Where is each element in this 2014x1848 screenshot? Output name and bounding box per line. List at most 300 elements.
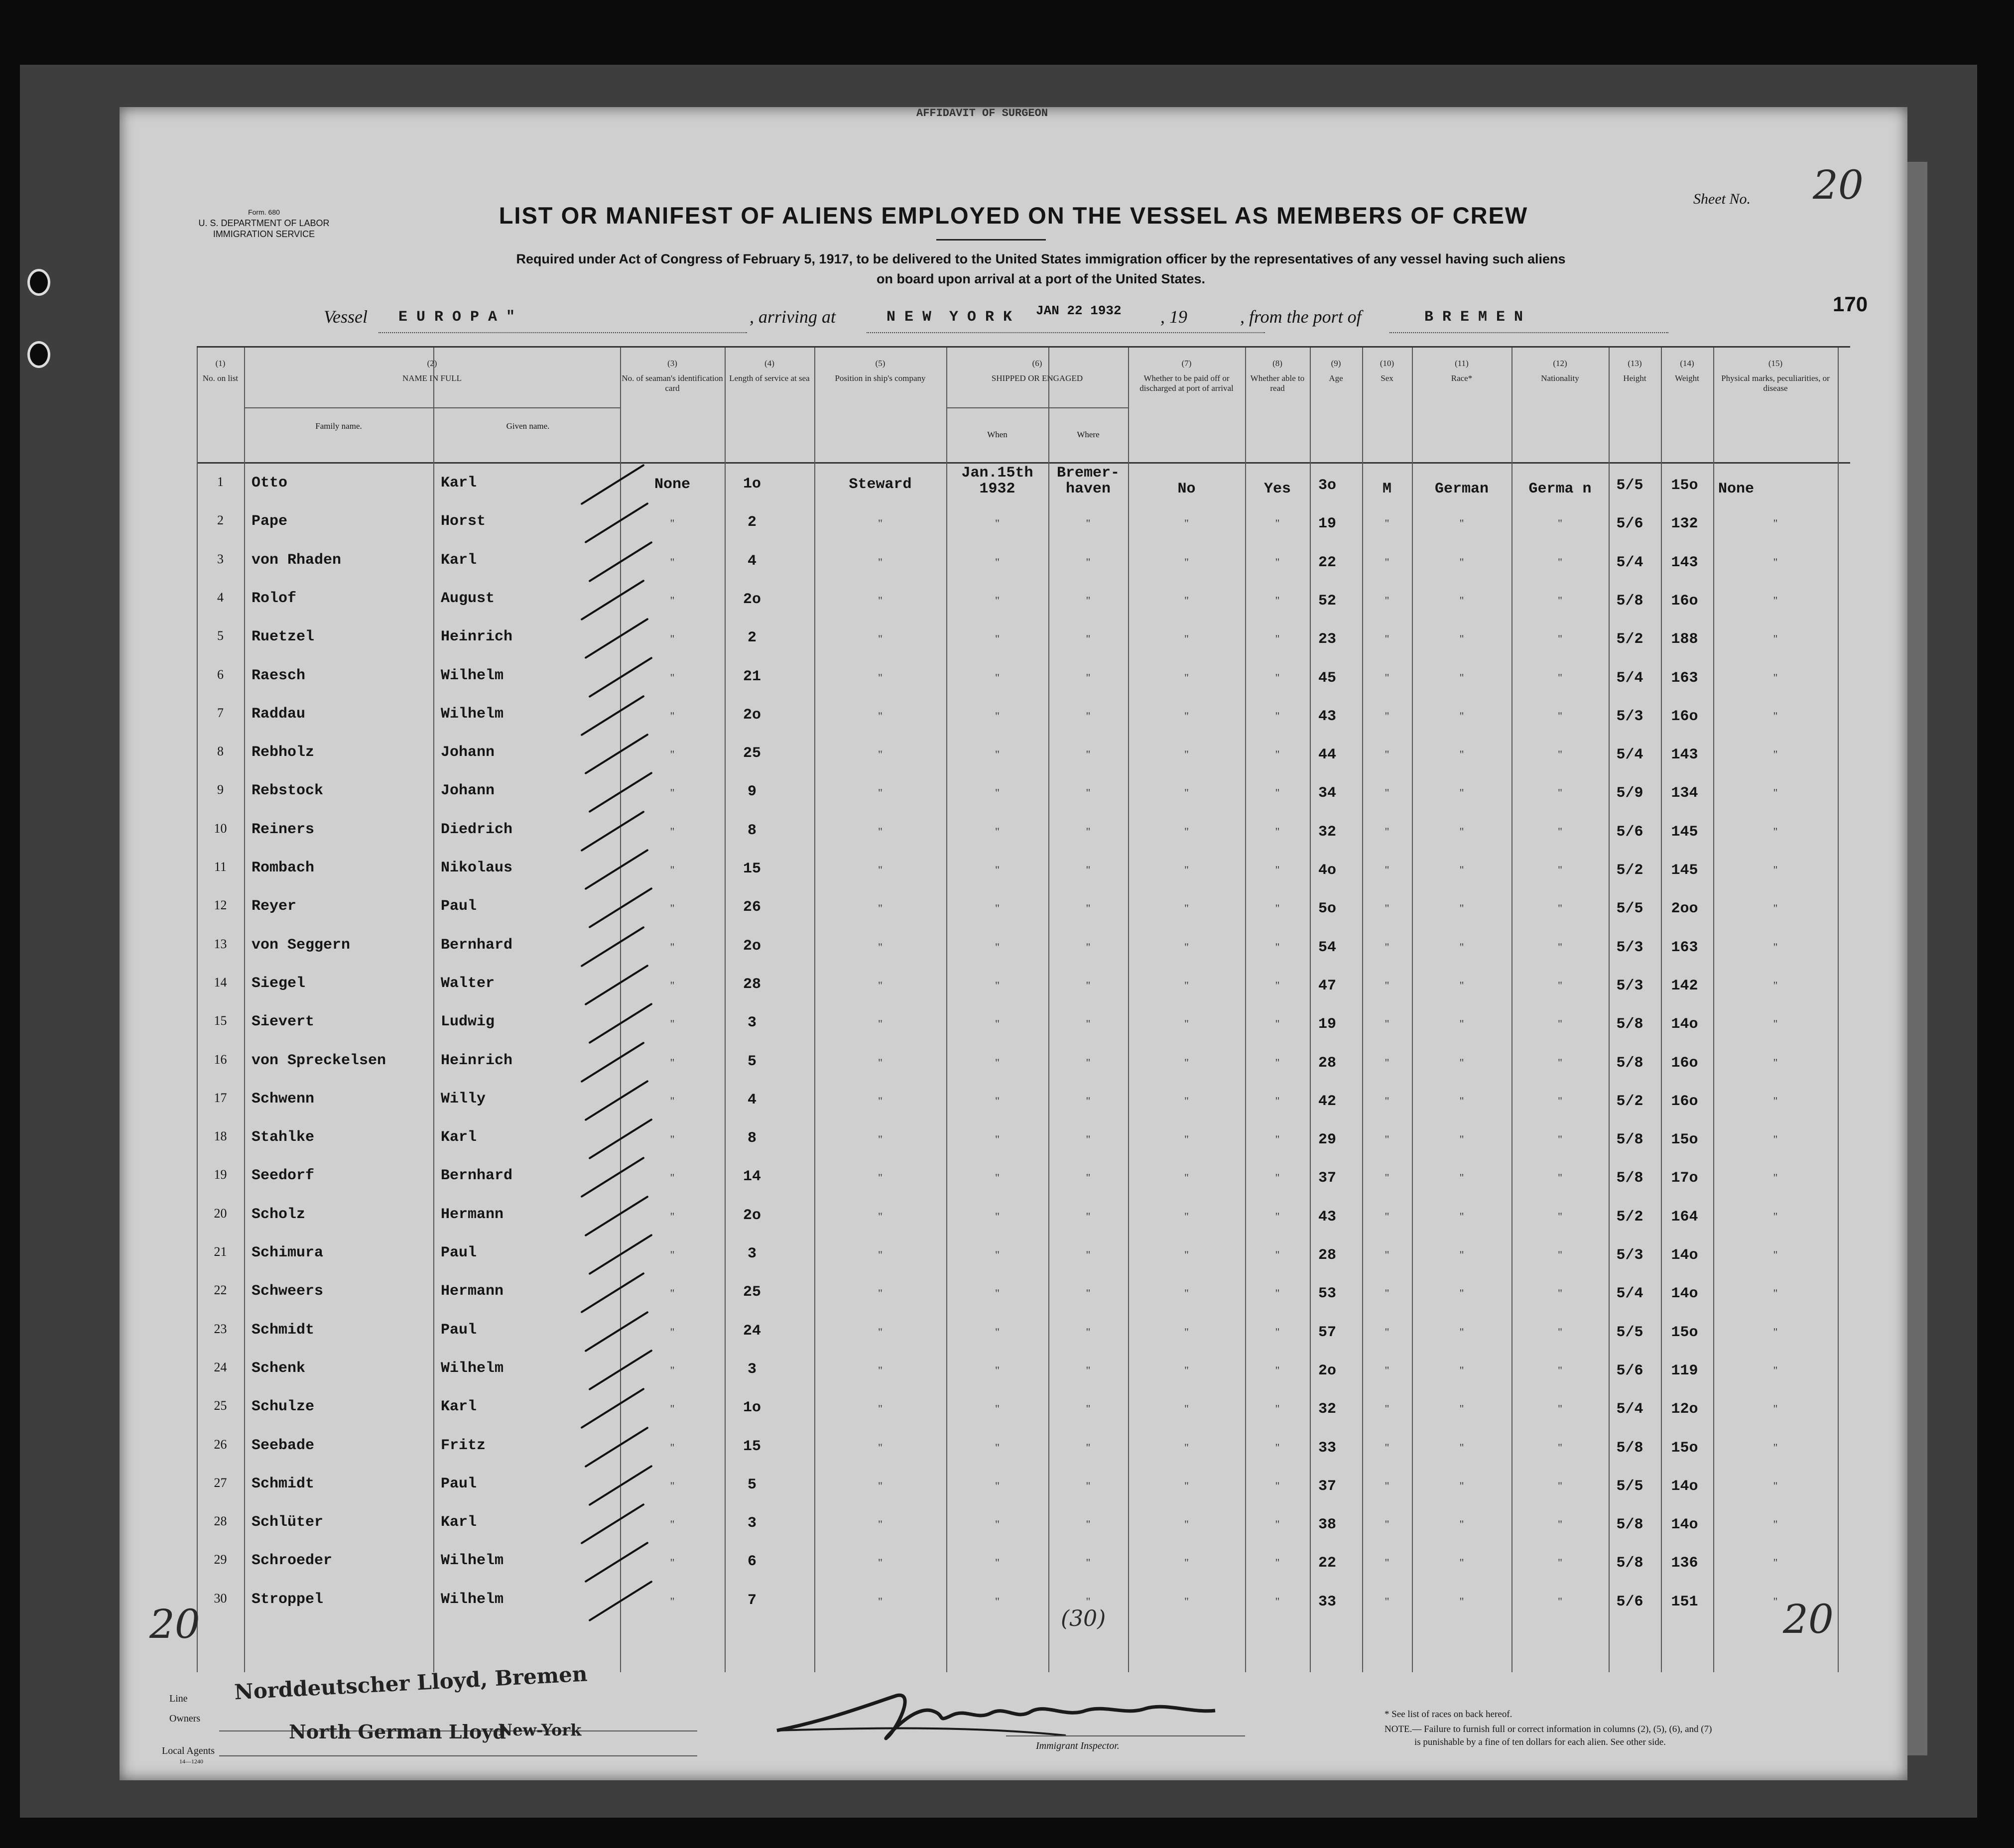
given-name: Walter bbox=[441, 975, 495, 992]
family-name: Seebade bbox=[252, 1437, 315, 1454]
age: 28 bbox=[1318, 1054, 1336, 1072]
inspector-rule bbox=[1006, 1735, 1245, 1736]
given-name: Diedrich bbox=[441, 821, 513, 838]
given-name: Wilhelm bbox=[441, 705, 504, 723]
family-name: Siegel bbox=[252, 975, 306, 992]
row-number: 18 bbox=[214, 1129, 227, 1144]
service-length: 4 bbox=[747, 1091, 756, 1109]
ditto-mark: " bbox=[1385, 1056, 1389, 1069]
col-header-paid-off: (7) Whether to be paid off or discharged at port of arrival bbox=[1139, 359, 1234, 393]
ditto-mark: " bbox=[1773, 709, 1778, 722]
ditto-mark: " bbox=[1184, 1556, 1189, 1569]
column-rule bbox=[620, 348, 621, 1672]
col-header-service: (4) Length of service at sea bbox=[729, 359, 810, 383]
service-length: 2o bbox=[743, 937, 761, 955]
row-number: 26 bbox=[214, 1437, 227, 1452]
weight: 14o bbox=[1671, 1247, 1698, 1264]
ditto-mark: " bbox=[1459, 1094, 1464, 1107]
ditto-mark: " bbox=[1385, 902, 1389, 915]
family-name: Reyer bbox=[252, 898, 297, 915]
given-name: Heinrich bbox=[441, 628, 513, 646]
ditto-mark: " bbox=[1385, 1363, 1389, 1376]
ditto-mark: " bbox=[1385, 1402, 1389, 1415]
agents-stamp: North German Lloyd bbox=[289, 1721, 506, 1743]
ditto-mark: " bbox=[995, 594, 1000, 607]
ditto-mark: " bbox=[1086, 825, 1091, 838]
physical-marks: None bbox=[1718, 481, 1755, 497]
line-label: Line bbox=[169, 1693, 188, 1704]
year-label: , 19 bbox=[1160, 307, 1187, 327]
ditto-mark: " bbox=[1275, 1287, 1280, 1300]
ditto-mark: " bbox=[878, 786, 882, 799]
ditto-mark: " bbox=[670, 1363, 675, 1376]
ditto-mark: " bbox=[1086, 594, 1091, 607]
row-number: 6 bbox=[217, 667, 224, 682]
family-name: Sievert bbox=[252, 1013, 315, 1031]
column-rule bbox=[433, 348, 434, 1672]
column-rule bbox=[1713, 348, 1714, 1672]
page-number: 170 bbox=[1833, 292, 1868, 316]
ditto-mark: " bbox=[1385, 825, 1389, 838]
ditto-mark: " bbox=[1275, 1518, 1280, 1531]
row-number: 4 bbox=[217, 590, 224, 605]
fine-note: NOTE.— Failure to furnish full or correct information in columns (2), (5), (6), and (7) bbox=[1385, 1724, 1712, 1734]
ditto-mark: " bbox=[878, 1094, 882, 1107]
age: 4o bbox=[1318, 862, 1336, 879]
age: 22 bbox=[1318, 554, 1336, 571]
ditto-mark: " bbox=[1385, 709, 1389, 722]
ditto-mark: " bbox=[1773, 1171, 1778, 1184]
family-name: Schwenn bbox=[252, 1090, 315, 1108]
ditto-mark: " bbox=[1558, 1094, 1562, 1107]
ditto-mark: " bbox=[1184, 1441, 1189, 1454]
department-name: U. S. DEPARTMENT OF LABOR bbox=[198, 218, 330, 228]
family-name: Seedorf bbox=[252, 1167, 315, 1185]
service-length: 3 bbox=[747, 1245, 756, 1262]
weight: 134 bbox=[1671, 785, 1698, 802]
service-length: 1o bbox=[743, 1399, 761, 1417]
given-name: Nikolaus bbox=[441, 860, 513, 876]
age: 52 bbox=[1318, 592, 1336, 610]
ditto-mark: " bbox=[1086, 940, 1091, 953]
ditto-mark: " bbox=[878, 940, 882, 953]
ditto-mark: " bbox=[1385, 1210, 1389, 1223]
ditto-mark: " bbox=[1086, 1210, 1091, 1223]
page-title: LIST OR MANIFEST OF ALIENS EMPLOYED ON THE VESSEL AS MEMBERS OF CREW bbox=[499, 202, 1528, 229]
row-number: 9 bbox=[217, 782, 224, 797]
weight: 16o bbox=[1671, 592, 1698, 610]
weight: 12o bbox=[1671, 1401, 1698, 1418]
family-name: Scholz bbox=[252, 1206, 306, 1223]
owners-label: Owners bbox=[169, 1713, 201, 1724]
ditto-mark: " bbox=[995, 1210, 1000, 1223]
arriving-dotline bbox=[867, 332, 1265, 333]
column-rule bbox=[1310, 348, 1311, 1672]
ditto-mark: " bbox=[1773, 1325, 1778, 1338]
shipped-where-2: haven bbox=[1065, 481, 1111, 497]
ditto-mark: " bbox=[1558, 1441, 1562, 1454]
weight: 15o bbox=[1671, 1131, 1698, 1149]
family-name: Stahlke bbox=[252, 1129, 315, 1146]
ditto-mark: " bbox=[1773, 1210, 1778, 1223]
ditto-mark: " bbox=[1086, 863, 1091, 876]
service-length: 28 bbox=[743, 976, 761, 993]
ditto-mark: " bbox=[1184, 902, 1189, 915]
weight: 14o bbox=[1671, 1285, 1698, 1303]
ditto-mark: " bbox=[1558, 1287, 1562, 1300]
ditto-mark: " bbox=[1184, 786, 1189, 799]
row-number: 13 bbox=[214, 936, 227, 951]
ditto-mark: " bbox=[995, 1287, 1000, 1300]
ditto-mark: " bbox=[1086, 555, 1091, 568]
ditto-mark: " bbox=[1773, 979, 1778, 991]
ditto-mark: " bbox=[1558, 748, 1562, 761]
ditto-mark: " bbox=[1459, 1248, 1464, 1261]
ditto-mark: " bbox=[670, 1595, 675, 1607]
given-name: Johann bbox=[441, 744, 495, 761]
ditto-mark: " bbox=[1184, 940, 1189, 953]
ditto-mark: " bbox=[1385, 748, 1389, 761]
ditto-mark: " bbox=[878, 1402, 882, 1415]
ditto-mark: " bbox=[1385, 940, 1389, 953]
row-number: 25 bbox=[214, 1398, 227, 1413]
age: 33 bbox=[1318, 1593, 1336, 1610]
row-number: 24 bbox=[214, 1359, 227, 1374]
service-length: 2o bbox=[743, 591, 761, 608]
ditto-mark: " bbox=[1275, 863, 1280, 876]
ditto-mark: " bbox=[1184, 1171, 1189, 1184]
shipped-when: Jan.15th bbox=[961, 465, 1033, 482]
height: 5/5 bbox=[1616, 477, 1643, 494]
ditto-mark: " bbox=[1184, 1017, 1189, 1030]
service-length: 21 bbox=[743, 668, 761, 685]
ditto-mark: " bbox=[1385, 632, 1389, 645]
binder-hole bbox=[27, 269, 50, 296]
ditto-mark: " bbox=[1385, 1595, 1389, 1607]
ditto-mark: " bbox=[1558, 632, 1562, 645]
family-name: Pape bbox=[252, 513, 288, 530]
ditto-mark: " bbox=[670, 517, 675, 530]
ditto-mark: " bbox=[1459, 1287, 1464, 1300]
ditto-mark: " bbox=[878, 1171, 882, 1184]
ditto-mark: " bbox=[1558, 594, 1562, 607]
sex: M bbox=[1382, 481, 1391, 497]
service-length: 2o bbox=[743, 706, 761, 724]
ditto-mark: " bbox=[878, 979, 882, 991]
family-name: von Seggern bbox=[252, 936, 351, 954]
given-name: Ludwig bbox=[441, 1013, 495, 1031]
ditto-mark: " bbox=[995, 1248, 1000, 1261]
age: 5o bbox=[1318, 900, 1336, 918]
ditto-mark: " bbox=[1459, 940, 1464, 953]
height: 5/3 bbox=[1616, 1247, 1643, 1264]
given-name: Bernhard bbox=[441, 936, 513, 954]
name-subheader-rule bbox=[244, 407, 620, 408]
service-length: 2 bbox=[747, 514, 756, 531]
ditto-mark: " bbox=[878, 1479, 882, 1492]
ditto-mark: " bbox=[1459, 709, 1464, 722]
given-name: Karl bbox=[441, 1129, 477, 1146]
ditto-mark: " bbox=[878, 1363, 882, 1376]
ditto-mark: " bbox=[1385, 1441, 1389, 1454]
ditto-mark: " bbox=[995, 863, 1000, 876]
age: 3o bbox=[1318, 477, 1336, 494]
weight: 14o bbox=[1671, 1016, 1698, 1033]
ditto-mark: " bbox=[878, 1287, 882, 1300]
ditto-mark: " bbox=[670, 1210, 675, 1223]
ditto-mark: " bbox=[1558, 1595, 1562, 1607]
ditto-mark: " bbox=[1773, 1017, 1778, 1030]
ditto-mark: " bbox=[1275, 1402, 1280, 1415]
ditto-mark: " bbox=[1275, 517, 1280, 530]
row-number: 16 bbox=[214, 1052, 227, 1067]
age: 38 bbox=[1318, 1516, 1336, 1534]
ditto-mark: " bbox=[1275, 1133, 1280, 1146]
top-stamp: AFFIDAVIT OF SURGEON bbox=[916, 107, 1048, 120]
margin-note-left: 20 bbox=[149, 1601, 200, 1647]
ditto-mark: " bbox=[995, 748, 1000, 761]
ditto-mark: " bbox=[1184, 632, 1189, 645]
ditto-mark: " bbox=[670, 979, 675, 991]
col-header-read: (8) Whether able to read bbox=[1250, 359, 1305, 393]
ditto-mark: " bbox=[995, 1171, 1000, 1184]
ditto-mark: " bbox=[670, 1518, 675, 1531]
height: 5/8 bbox=[1616, 1555, 1643, 1572]
race: German bbox=[1434, 481, 1489, 497]
ditto-mark: " bbox=[1459, 594, 1464, 607]
ditto-mark: " bbox=[1558, 1363, 1562, 1376]
col-header-sex: (10) Sex bbox=[1380, 359, 1394, 383]
ditto-mark: " bbox=[1184, 1056, 1189, 1069]
height: 5/5 bbox=[1616, 1324, 1643, 1341]
column-rule bbox=[725, 348, 726, 1672]
given-name: Heinrich bbox=[441, 1052, 513, 1069]
page-subtitle bbox=[319, 249, 1763, 289]
ditto-mark: " bbox=[1459, 1441, 1464, 1454]
weight: 2oo bbox=[1671, 900, 1698, 918]
ditto-mark: " bbox=[1558, 1479, 1562, 1492]
ditto-mark: " bbox=[995, 979, 1000, 991]
ditto-mark: " bbox=[670, 632, 675, 645]
ditto-mark: " bbox=[1459, 1556, 1464, 1569]
ditto-mark: " bbox=[1184, 709, 1189, 722]
family-name: Raesch bbox=[252, 667, 306, 684]
given-name: Paul bbox=[441, 1321, 477, 1339]
service-length: 8 bbox=[747, 822, 756, 839]
ditto-mark: " bbox=[1184, 1248, 1189, 1261]
row-number: 7 bbox=[217, 705, 224, 720]
ditto-mark: " bbox=[995, 1595, 1000, 1607]
ditto-mark: " bbox=[1773, 1248, 1778, 1261]
ditto-mark: " bbox=[1275, 940, 1280, 953]
age: 47 bbox=[1318, 977, 1336, 994]
height: 5/8 bbox=[1616, 1016, 1643, 1033]
weight: 143 bbox=[1671, 554, 1698, 571]
col-header-race: (11) Race* bbox=[1451, 359, 1473, 383]
ditto-mark: " bbox=[1385, 1171, 1389, 1184]
ditto-mark: " bbox=[995, 1363, 1000, 1376]
family-name: Otto bbox=[252, 475, 288, 492]
ditto-mark: " bbox=[1086, 671, 1091, 684]
ditto-mark: " bbox=[1773, 1402, 1778, 1415]
service-length: 7 bbox=[747, 1592, 756, 1609]
family-name: Schlüter bbox=[252, 1514, 324, 1531]
weight: 132 bbox=[1671, 515, 1698, 533]
ditto-mark: " bbox=[995, 786, 1000, 799]
service-length: 1o bbox=[743, 476, 761, 493]
ditto-mark: " bbox=[1558, 902, 1562, 915]
height: 5/2 bbox=[1616, 862, 1643, 879]
column-rule bbox=[1362, 348, 1363, 1672]
ditto-mark: " bbox=[1773, 671, 1778, 684]
age: 19 bbox=[1318, 1016, 1336, 1033]
column-rule bbox=[814, 348, 815, 1672]
ditto-mark: " bbox=[1558, 1402, 1562, 1415]
col-header-age: (9) Age bbox=[1329, 359, 1343, 383]
races-note: * See list of races on back hereof. bbox=[1385, 1709, 1512, 1720]
ditto-mark: " bbox=[1459, 517, 1464, 530]
ditto-mark: " bbox=[1184, 555, 1189, 568]
row-number: 21 bbox=[214, 1244, 227, 1259]
ditto-mark: " bbox=[1773, 786, 1778, 799]
ditto-mark: " bbox=[670, 671, 675, 684]
weight: 15o bbox=[1671, 1439, 1698, 1457]
ditto-mark: " bbox=[670, 902, 675, 915]
weight: 163 bbox=[1671, 669, 1698, 687]
agents-rule bbox=[219, 1755, 697, 1756]
weight: 151 bbox=[1671, 1593, 1698, 1610]
ditto-mark: " bbox=[670, 709, 675, 722]
ditto-mark: " bbox=[1558, 1325, 1562, 1338]
family-name: Rebholz bbox=[252, 744, 315, 761]
ditto-mark: " bbox=[1773, 632, 1778, 645]
service-length: 26 bbox=[743, 899, 761, 916]
vessel-name: E U R O P A " bbox=[398, 309, 515, 326]
ditto-mark: " bbox=[995, 1479, 1000, 1492]
ditto-mark: " bbox=[1184, 1210, 1189, 1223]
ditto-mark: " bbox=[1385, 1094, 1389, 1107]
ditto-mark: " bbox=[995, 902, 1000, 915]
column-rule bbox=[1245, 348, 1246, 1672]
ditto-mark: " bbox=[1385, 1556, 1389, 1569]
age: 42 bbox=[1318, 1093, 1336, 1110]
title-underline bbox=[936, 239, 1046, 241]
height: 5/5 bbox=[1616, 1478, 1643, 1495]
service-length: 3 bbox=[747, 1014, 756, 1032]
age: 45 bbox=[1318, 669, 1336, 687]
ditto-mark: " bbox=[878, 1595, 882, 1607]
ditto-mark: " bbox=[1459, 1595, 1464, 1607]
ditto-mark: " bbox=[1086, 748, 1091, 761]
ditto-mark: " bbox=[670, 1556, 675, 1569]
height: 5/9 bbox=[1616, 785, 1643, 802]
ditto-mark: " bbox=[1459, 1518, 1464, 1531]
family-name: Rebstock bbox=[252, 782, 324, 800]
ditto-mark: " bbox=[1459, 1056, 1464, 1069]
row-number: 1 bbox=[217, 475, 224, 489]
age: 43 bbox=[1318, 708, 1336, 725]
row-number: 3 bbox=[217, 551, 224, 566]
ditto-mark: " bbox=[1086, 1287, 1091, 1300]
given-name: Wilhelm bbox=[441, 1591, 504, 1608]
row-number: 17 bbox=[214, 1090, 227, 1105]
ditto-mark: " bbox=[1773, 825, 1778, 838]
ditto-mark: " bbox=[1184, 1363, 1189, 1376]
height: 5/4 bbox=[1616, 1285, 1643, 1303]
sheet-edge-shadow bbox=[1907, 162, 1927, 1755]
ditto-mark: " bbox=[995, 1056, 1000, 1069]
ditto-mark: " bbox=[670, 1479, 675, 1492]
ditto-mark: " bbox=[1773, 1287, 1778, 1300]
ditto-mark: " bbox=[670, 1133, 675, 1146]
ditto-mark: " bbox=[1558, 1171, 1562, 1184]
family-name: Rombach bbox=[252, 860, 315, 876]
age: 28 bbox=[1318, 1247, 1336, 1264]
ditto-mark: " bbox=[670, 1017, 675, 1030]
ditto-mark: " bbox=[1275, 748, 1280, 761]
weight: 16o bbox=[1671, 708, 1698, 725]
age: 37 bbox=[1318, 1478, 1336, 1495]
ditto-mark: " bbox=[1086, 632, 1091, 645]
height: 5/8 bbox=[1616, 592, 1643, 610]
family-name: Schenk bbox=[252, 1359, 306, 1377]
ditto-mark: " bbox=[1275, 632, 1280, 645]
ditto-mark: " bbox=[995, 1325, 1000, 1338]
ditto-mark: " bbox=[1086, 1133, 1091, 1146]
family-name: von Spreckelsen bbox=[252, 1052, 386, 1069]
ditto-mark: " bbox=[1385, 863, 1389, 876]
ditto-mark: " bbox=[1773, 748, 1778, 761]
row-number: 23 bbox=[214, 1321, 227, 1336]
ditto-mark: " bbox=[1558, 825, 1562, 838]
service-length: 15 bbox=[743, 1438, 761, 1455]
column-rule bbox=[1511, 348, 1512, 1672]
ditto-mark: " bbox=[1459, 555, 1464, 568]
ditto-mark: " bbox=[878, 1133, 882, 1146]
family-name: Schimura bbox=[252, 1244, 324, 1261]
ditto-mark: " bbox=[878, 902, 882, 915]
column-rule bbox=[946, 348, 947, 1672]
age: 44 bbox=[1318, 746, 1336, 764]
ditto-mark: " bbox=[1184, 1479, 1189, 1492]
ditto-mark: " bbox=[1086, 1248, 1091, 1261]
ditto-mark: " bbox=[1558, 1056, 1562, 1069]
family-name: Rolof bbox=[252, 590, 297, 607]
height: 5/8 bbox=[1616, 1170, 1643, 1187]
family-name: Schmidt bbox=[252, 1321, 315, 1339]
from-port: B R E M E N bbox=[1424, 309, 1523, 326]
ditto-mark: " bbox=[1459, 863, 1464, 876]
ditto-mark: " bbox=[1459, 1133, 1464, 1146]
arriving-port: N E W Y O R K bbox=[886, 309, 1012, 326]
row-number: 27 bbox=[214, 1475, 227, 1490]
height: 5/2 bbox=[1616, 1093, 1643, 1110]
family-name: von Rhaden bbox=[252, 551, 342, 569]
ditto-mark: " bbox=[670, 748, 675, 761]
given-name: Wilhelm bbox=[441, 667, 504, 684]
ditto-mark: " bbox=[1086, 1556, 1091, 1569]
ditto-mark: " bbox=[1086, 1325, 1091, 1338]
age: 37 bbox=[1318, 1170, 1336, 1187]
service-length: 5 bbox=[747, 1476, 756, 1493]
ditto-mark: " bbox=[1773, 1056, 1778, 1069]
col-header-no: (1) No. on list bbox=[202, 359, 239, 383]
given-name: Wilhelm bbox=[441, 1359, 504, 1377]
service-length: 25 bbox=[743, 745, 761, 762]
ditto-mark: " bbox=[1086, 1094, 1091, 1107]
row-number: 22 bbox=[214, 1283, 227, 1298]
ditto-mark: " bbox=[1275, 1017, 1280, 1030]
